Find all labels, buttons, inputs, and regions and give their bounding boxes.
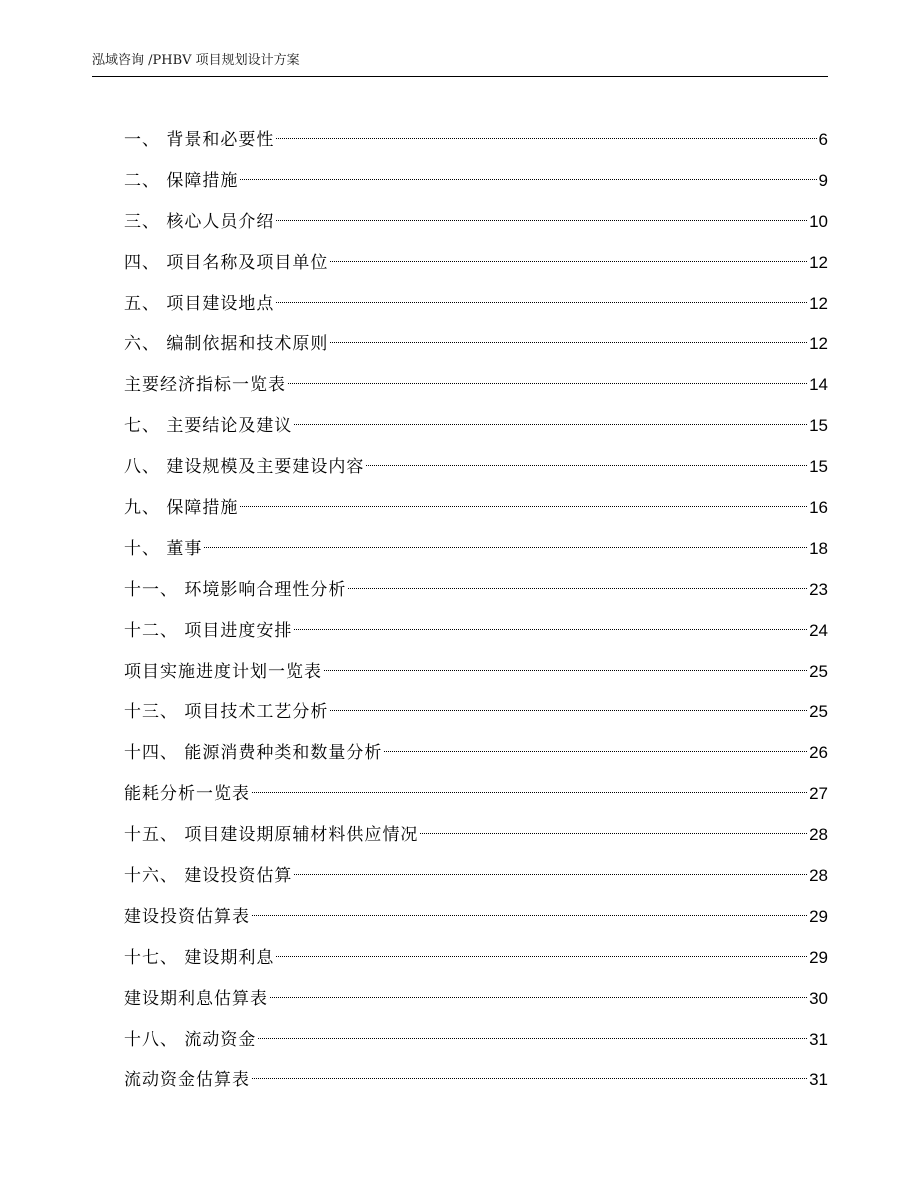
toc-dot-leader xyxy=(324,670,807,671)
toc-dot-leader xyxy=(252,915,807,916)
toc-entry[interactable] xyxy=(124,447,828,488)
toc-entry[interactable] xyxy=(124,938,828,979)
toc-entry-page: 15 xyxy=(809,416,828,436)
page-header xyxy=(92,50,828,77)
toc-entry-title: 九、 保障措施 xyxy=(124,498,239,519)
toc-entry-page: 24 xyxy=(809,620,828,640)
toc-entry[interactable] xyxy=(124,1060,828,1101)
toc-entry-title: 八、 建设规模及主要建设内容 xyxy=(124,457,365,478)
toc-entry[interactable] xyxy=(124,611,828,652)
toc-entry-title: 项目实施进度计划一览表 xyxy=(124,661,322,682)
toc-entry-title: 十二、 项目进度安排 xyxy=(124,620,293,641)
toc-entry-page: 30 xyxy=(809,988,828,1008)
toc-dot-leader xyxy=(270,997,807,998)
toc-entry-title: 六、 编制依据和技术原则 xyxy=(124,334,329,355)
toc-entry-title: 二、 保障措施 xyxy=(124,170,239,191)
toc-dot-leader xyxy=(294,424,807,425)
toc-entry[interactable] xyxy=(124,774,828,815)
toc-dot-leader xyxy=(252,792,807,793)
table-of-contents xyxy=(124,120,828,1101)
toc-entry-page: 31 xyxy=(809,1070,828,1090)
toc-dot-leader xyxy=(258,1038,807,1039)
toc-dot-leader xyxy=(330,342,807,343)
toc-entry[interactable] xyxy=(124,733,828,774)
toc-entry[interactable] xyxy=(124,1020,828,1061)
toc-dot-leader xyxy=(348,588,807,589)
toc-entry-page: 29 xyxy=(809,906,828,926)
toc-entry-title: 三、 核心人员介绍 xyxy=(124,211,275,232)
toc-entry[interactable] xyxy=(124,856,828,897)
toc-entry-page: 18 xyxy=(809,538,828,558)
toc-entry-title: 十一、 环境影响合理性分析 xyxy=(124,579,347,600)
toc-entry[interactable] xyxy=(124,979,828,1020)
toc-dot-leader xyxy=(240,179,816,180)
toc-entry[interactable] xyxy=(124,692,828,733)
toc-entry-page: 25 xyxy=(809,702,828,722)
toc-dot-leader xyxy=(276,956,807,957)
toc-entry-page: 31 xyxy=(809,1029,828,1049)
toc-entry-title: 一、 背景和必要性 xyxy=(124,130,275,150)
toc-dot-leader xyxy=(276,220,807,221)
toc-entry-title: 十、 董事 xyxy=(124,538,203,559)
toc-dot-leader xyxy=(288,383,807,384)
toc-dot-leader xyxy=(330,261,807,262)
toc-entry[interactable] xyxy=(124,406,828,447)
header-title: 泓域咨询 /PHBV 项目规划设计方案 xyxy=(92,53,300,68)
toc-entry-page: 28 xyxy=(809,866,828,886)
toc-entry[interactable] xyxy=(124,365,828,406)
toc-entry-page: 28 xyxy=(809,825,828,845)
toc-entry-page: 12 xyxy=(809,293,828,313)
toc-dot-leader xyxy=(276,138,816,139)
toc-entry-title: 能耗分析一览表 xyxy=(124,784,250,805)
toc-dot-leader xyxy=(294,874,807,875)
toc-entry-title: 十八、 流动资金 xyxy=(124,1029,257,1050)
toc-entry[interactable] xyxy=(124,529,828,570)
toc-entry-title: 七、 主要结论及建议 xyxy=(124,416,293,437)
toc-dot-leader xyxy=(420,833,807,834)
toc-dot-leader xyxy=(276,302,807,303)
toc-entry-page: 29 xyxy=(809,947,828,967)
toc-entry[interactable] xyxy=(124,243,828,284)
toc-entry-title: 流动资金估算表 xyxy=(124,1070,250,1091)
toc-entry-page: 26 xyxy=(809,743,828,763)
toc-entry-title: 十三、 项目技术工艺分析 xyxy=(124,702,329,723)
toc-dot-leader xyxy=(240,506,807,507)
toc-entry-page: 9 xyxy=(818,170,828,190)
toc-entry-page: 14 xyxy=(809,375,828,395)
toc-dot-leader xyxy=(252,1078,807,1079)
toc-entry[interactable] xyxy=(124,161,828,202)
toc-entry[interactable] xyxy=(124,202,828,243)
toc-dot-leader xyxy=(204,547,807,548)
toc-entry-title: 十七、 建设期利息 xyxy=(124,947,275,968)
toc-dot-leader xyxy=(366,465,807,466)
toc-entry-title: 十四、 能源消费种类和数量分析 xyxy=(124,743,383,764)
toc-entry[interactable] xyxy=(124,897,828,938)
toc-entry-title: 建设投资估算表 xyxy=(124,906,250,927)
toc-entry[interactable] xyxy=(124,815,828,856)
toc-entry-page: 12 xyxy=(809,334,828,354)
toc-entry-page: 16 xyxy=(809,498,828,518)
toc-entry[interactable] xyxy=(124,324,828,365)
toc-entry-page: 12 xyxy=(809,252,828,272)
toc-entry-page: 6 xyxy=(818,130,828,149)
toc-entry-title: 四、 项目名称及项目单位 xyxy=(124,252,329,273)
toc-dot-leader xyxy=(294,629,807,630)
toc-entry[interactable] xyxy=(124,570,828,611)
toc-entry[interactable] xyxy=(124,488,828,529)
toc-entry-title: 主要经济指标一览表 xyxy=(124,375,286,396)
toc-entry-page: 10 xyxy=(809,211,828,231)
toc-entry-title: 十六、 建设投资估算 xyxy=(124,866,293,887)
toc-entry-title: 十五、 项目建设期原辅材料供应情况 xyxy=(124,825,419,846)
toc-entry-title: 建设期利息估算表 xyxy=(124,988,268,1009)
toc-entry-page: 23 xyxy=(809,579,828,599)
toc-entry[interactable] xyxy=(124,120,828,161)
toc-entry-page: 27 xyxy=(809,784,828,804)
toc-entry-page: 15 xyxy=(809,457,828,477)
toc-entry[interactable] xyxy=(124,652,828,693)
toc-entry[interactable] xyxy=(124,284,828,325)
toc-dot-leader xyxy=(384,751,807,752)
toc-dot-leader xyxy=(330,710,807,711)
toc-entry-page: 25 xyxy=(809,661,828,681)
toc-entry-title: 五、 项目建设地点 xyxy=(124,293,275,314)
